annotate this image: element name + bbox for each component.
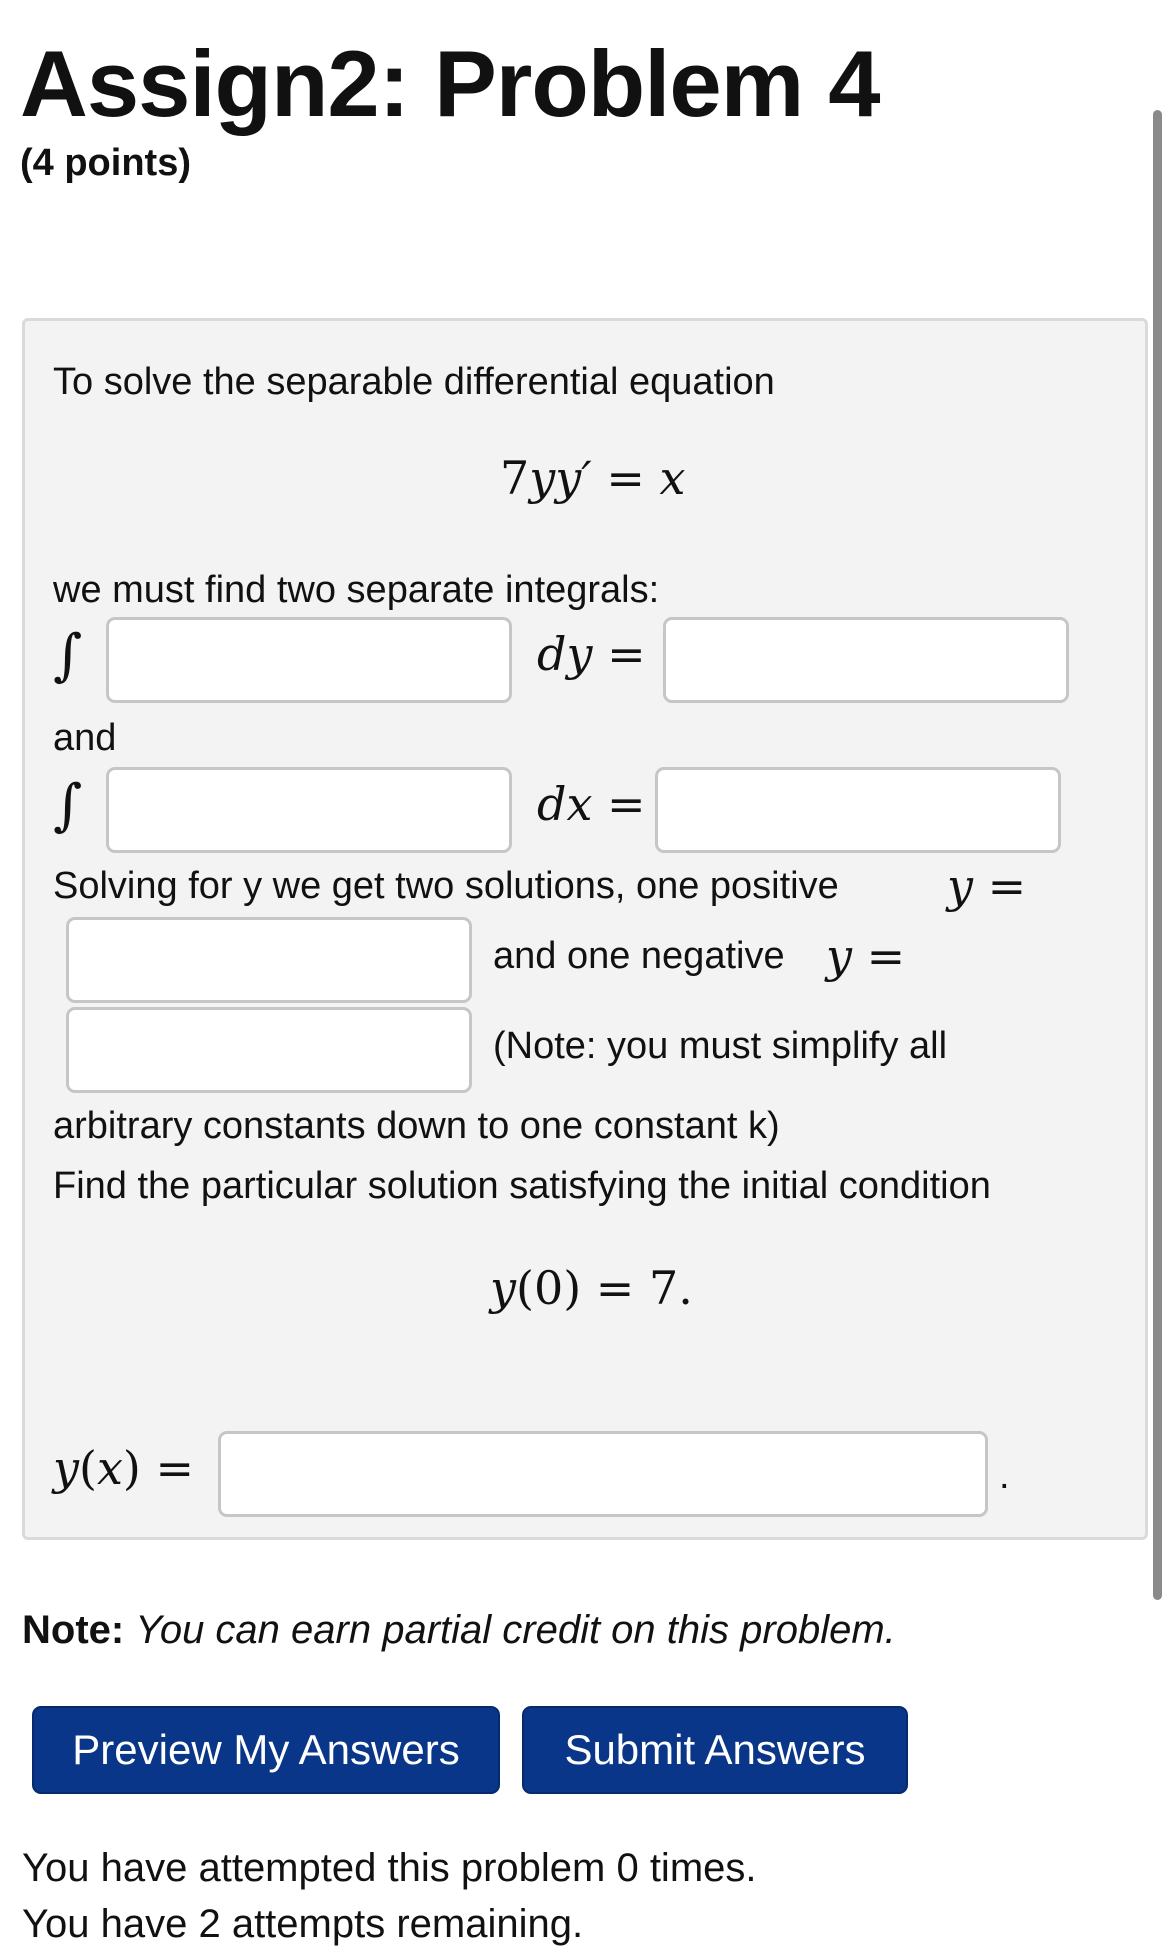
dy-label: dy xyxy=(537,627,593,681)
dx-label: dx xyxy=(537,777,593,831)
submit-answers-button[interactable]: Submit Answers xyxy=(522,1706,908,1794)
solving-text: Solving for y we get two solutions, one positive xyxy=(53,865,839,907)
dy-result-input[interactable] xyxy=(663,617,1069,703)
attempts-status: You have attempted this problem 0 times. xyxy=(22,1846,757,1890)
integral-symbol-dx: ∫ xyxy=(53,773,83,838)
negative-y-var: y xyxy=(826,929,852,983)
equation-rhs: x xyxy=(659,451,686,505)
initial-condition-arg: (0) xyxy=(516,1261,582,1315)
equation-coefficient: 7 xyxy=(500,451,530,505)
partial-credit-note xyxy=(22,1608,896,1653)
negative-text: and one negative xyxy=(493,935,785,977)
final-close-paren: ) xyxy=(122,1441,141,1495)
negative-y-label xyxy=(826,929,905,983)
final-period: . xyxy=(999,1455,1010,1497)
intro-text: To solve the separable differential equation xyxy=(53,361,775,403)
note-bold: Note: xyxy=(22,1608,125,1652)
final-equals: = xyxy=(155,1441,195,1495)
dy-integrand-input[interactable] xyxy=(106,617,512,703)
dx-equals-label xyxy=(537,777,646,831)
integral-symbol-dy: ∫ xyxy=(53,623,83,688)
attempts-remaining: You have 2 attempts remaining. xyxy=(22,1902,584,1946)
initial-condition xyxy=(490,1261,693,1315)
initial-condition-fn: y xyxy=(490,1261,516,1315)
note-italic: You can earn partial credit on this problem. xyxy=(135,1608,896,1652)
equation-equals: = xyxy=(606,451,645,505)
scrollbar[interactable] xyxy=(1153,110,1162,1600)
dy-equals-label xyxy=(537,627,646,681)
problem-box xyxy=(22,318,1148,1540)
dy-equals-sign: = xyxy=(607,627,646,681)
note-text: (Note: you must simplify all xyxy=(493,1025,948,1067)
final-answer-label xyxy=(53,1441,194,1495)
preview-answers-button[interactable]: Preview My Answers xyxy=(32,1706,500,1794)
final-var: x xyxy=(96,1441,123,1495)
differential-equation xyxy=(500,451,685,505)
negative-y-input[interactable] xyxy=(66,1007,472,1093)
points-label: (4 points) xyxy=(20,142,191,184)
positive-y-equals: = xyxy=(987,859,1027,913)
positive-y-label xyxy=(947,859,1026,913)
final-open-paren: ( xyxy=(79,1441,97,1495)
dx-integrand-input[interactable] xyxy=(106,767,512,853)
find-integrals-text: we must find two separate integrals: xyxy=(53,569,660,611)
positive-y-input[interactable] xyxy=(66,917,472,1003)
positive-y-var: y xyxy=(947,859,973,913)
particular-solution-input[interactable] xyxy=(218,1431,988,1517)
equation-lhs-vars: yy′ xyxy=(529,451,592,505)
dx-equals-sign: = xyxy=(607,777,646,831)
dx-result-input[interactable] xyxy=(655,767,1061,853)
page-title: Assign2: Problem 4 xyxy=(20,31,880,136)
initial-condition-equals: = xyxy=(595,1261,635,1315)
final-fn: y xyxy=(53,1441,79,1495)
note-text-continued: arbitrary constants down to one constant k) xyxy=(53,1105,780,1147)
and-label: and xyxy=(53,717,117,759)
initial-condition-value: 7. xyxy=(648,1261,693,1315)
particular-text: Find the particular solution satisfying the initial condition xyxy=(53,1165,991,1207)
negative-y-equals: = xyxy=(866,929,906,983)
